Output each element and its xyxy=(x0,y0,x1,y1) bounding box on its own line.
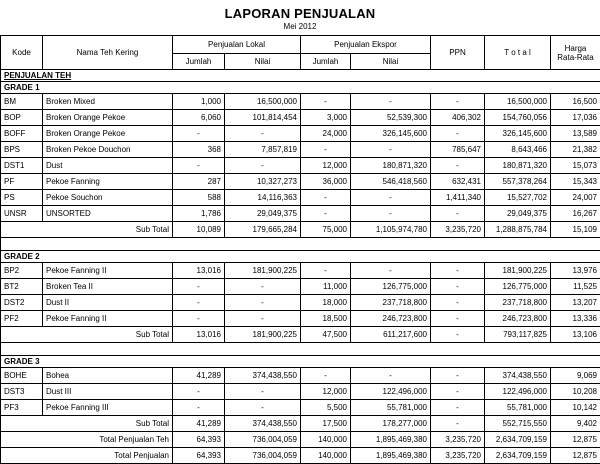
cell-jumlah-lokal: - xyxy=(173,311,225,327)
cell-nama: Dust III xyxy=(43,384,173,400)
subtotal-harga-rata-rata: 13,106 xyxy=(551,327,600,343)
cell-kode: DST3 xyxy=(1,384,43,400)
cell-ppn: - xyxy=(431,311,485,327)
header-total: T o t a l xyxy=(485,36,551,70)
header-ppn: PPN xyxy=(431,36,485,70)
header-jumlah-lokal: Jumlah xyxy=(173,54,225,70)
grand-total-jumlah-ekspor: 140,000 xyxy=(301,448,351,464)
cell-jumlah-lokal: - xyxy=(173,158,225,174)
table-row xyxy=(1,206,600,222)
grand-total-total: 2,634,709,159 xyxy=(485,432,551,448)
cell-nilai-lokal: 181,900,225 xyxy=(225,263,301,279)
table-body xyxy=(1,36,600,464)
grand-total-jumlah-ekspor: 140,000 xyxy=(301,432,351,448)
subtotal-ppn: - xyxy=(431,416,485,432)
subtotal-jumlah-ekspor: 47,500 xyxy=(301,327,351,343)
spacer-cell xyxy=(1,238,600,251)
cell-jumlah-ekspor: - xyxy=(301,190,351,206)
cell-nilai-ekspor: - xyxy=(351,263,431,279)
grand-total-label: Total Penjualan xyxy=(1,448,173,464)
grand-total-harga-rata-rata: 12,875 xyxy=(551,448,600,464)
cell-nilai-lokal: - xyxy=(225,295,301,311)
cell-harga-rata-rata: 9,069 xyxy=(551,368,600,384)
table-row xyxy=(1,94,600,110)
cell-kode: BOHE xyxy=(1,368,43,384)
cell-nilai-ekspor: 55,781,000 xyxy=(351,400,431,416)
cell-nilai-ekspor: - xyxy=(351,190,431,206)
cell-nilai-lokal: - xyxy=(225,400,301,416)
cell-kode: BOP xyxy=(1,110,43,126)
cell-kode: BM xyxy=(1,94,43,110)
cell-jumlah-ekspor: 3,000 xyxy=(301,110,351,126)
cell-kode: PF3 xyxy=(1,400,43,416)
cell-jumlah-ekspor: - xyxy=(301,94,351,110)
cell-ppn: - xyxy=(431,368,485,384)
subtotal-harga-rata-rata: 15,109 xyxy=(551,222,600,238)
subtotal-jumlah-ekspor: 75,000 xyxy=(301,222,351,238)
grand-total-ppn: 3,235,720 xyxy=(431,432,485,448)
table-row xyxy=(1,279,600,295)
cell-nilai-lokal: 374,438,550 xyxy=(225,368,301,384)
subtotal-nilai-lokal: 179,665,284 xyxy=(225,222,301,238)
cell-kode: PS xyxy=(1,190,43,206)
cell-jumlah-lokal: 41,289 xyxy=(173,368,225,384)
cell-nilai-lokal: - xyxy=(225,311,301,327)
grand-total-jumlah-lokal: 64,393 xyxy=(173,448,225,464)
subtotal-row xyxy=(1,222,600,238)
table-row xyxy=(1,190,600,206)
cell-ppn: - xyxy=(431,384,485,400)
cell-jumlah-lokal: 1,000 xyxy=(173,94,225,110)
cell-harga-rata-rata: 10,142 xyxy=(551,400,600,416)
cell-jumlah-lokal: 6,060 xyxy=(173,110,225,126)
cell-nilai-ekspor: 246,723,800 xyxy=(351,311,431,327)
sales-report-table xyxy=(0,35,600,464)
cell-total: 237,718,800 xyxy=(485,295,551,311)
cell-harga-rata-rata: 13,589 xyxy=(551,126,600,142)
table-row xyxy=(1,110,600,126)
cell-nilai-ekspor: 180,871,320 xyxy=(351,158,431,174)
cell-harga-rata-rata: 16,500 xyxy=(551,94,600,110)
cell-ppn: 406,302 xyxy=(431,110,485,126)
cell-nilai-lokal: 14,116,363 xyxy=(225,190,301,206)
table-header-row xyxy=(1,36,600,54)
cell-harga-rata-rata: 21,382 xyxy=(551,142,600,158)
cell-ppn: - xyxy=(431,206,485,222)
cell-total: 16,500,000 xyxy=(485,94,551,110)
cell-nilai-lokal: - xyxy=(225,126,301,142)
cell-nilai-lokal: - xyxy=(225,279,301,295)
subtotal-total: 793,117,825 xyxy=(485,327,551,343)
cell-jumlah-lokal: 1,786 xyxy=(173,206,225,222)
report-page xyxy=(0,6,600,459)
cell-nilai-ekspor: - xyxy=(351,142,431,158)
cell-ppn: - xyxy=(431,263,485,279)
cell-total: 126,775,000 xyxy=(485,279,551,295)
grand-total-nilai-lokal: 736,004,059 xyxy=(225,432,301,448)
cell-harga-rata-rata: 13,336 xyxy=(551,311,600,327)
cell-nama: Broken Pekoe Douchon xyxy=(43,142,173,158)
cell-jumlah-ekspor: - xyxy=(301,142,351,158)
grand-total-row xyxy=(1,432,600,448)
subtotal-nilai-lokal: 181,900,225 xyxy=(225,327,301,343)
grade-label-row xyxy=(1,251,600,263)
subtotal-total: 552,715,550 xyxy=(485,416,551,432)
section-title-row xyxy=(1,70,600,82)
table-row xyxy=(1,311,600,327)
cell-nama: Pekoe Souchon xyxy=(43,190,173,206)
cell-harga-rata-rata: 17,036 xyxy=(551,110,600,126)
cell-ppn: - xyxy=(431,158,485,174)
header-harga-rata-rata xyxy=(551,36,600,70)
grade-label-row xyxy=(1,356,600,368)
cell-jumlah-lokal: 588 xyxy=(173,190,225,206)
cell-nama: UNSORTED xyxy=(43,206,173,222)
subtotal-jumlah-lokal: 13,016 xyxy=(173,327,225,343)
table-row xyxy=(1,368,600,384)
spacer-row xyxy=(1,343,600,356)
subtotal-nilai-ekspor: 1,105,974,780 xyxy=(351,222,431,238)
table-row xyxy=(1,158,600,174)
subtotal-ppn: 3,235,720 xyxy=(431,222,485,238)
cell-jumlah-lokal: 13,016 xyxy=(173,263,225,279)
cell-ppn: - xyxy=(431,126,485,142)
subtotal-row xyxy=(1,327,600,343)
cell-total: 180,871,320 xyxy=(485,158,551,174)
cell-kode: BP2 xyxy=(1,263,43,279)
cell-kode: UNSR xyxy=(1,206,43,222)
table-row xyxy=(1,142,600,158)
spacer-cell xyxy=(1,343,600,356)
cell-jumlah-lokal: - xyxy=(173,126,225,142)
cell-nama: Broken Mixed xyxy=(43,94,173,110)
report-title: LAPORAN PENJUALAN xyxy=(0,6,600,21)
cell-nilai-lokal: 10,327,273 xyxy=(225,174,301,190)
cell-nilai-ekspor: - xyxy=(351,94,431,110)
cell-jumlah-ekspor: 18,500 xyxy=(301,311,351,327)
cell-ppn: 1,411,340 xyxy=(431,190,485,206)
cell-nama: Pekoe Fanning II xyxy=(43,311,173,327)
grade-label: GRADE 2 xyxy=(1,251,600,263)
subtotal-jumlah-lokal: 41,289 xyxy=(173,416,225,432)
cell-harga-rata-rata: 13,976 xyxy=(551,263,600,279)
cell-ppn: 632,431 xyxy=(431,174,485,190)
cell-jumlah-lokal: - xyxy=(173,384,225,400)
cell-jumlah-ekspor: 11,000 xyxy=(301,279,351,295)
header-jumlah-ekspor: Jumlah xyxy=(301,54,351,70)
cell-ppn: - xyxy=(431,94,485,110)
spacer-row xyxy=(1,238,600,251)
cell-nilai-ekspor: 122,496,000 xyxy=(351,384,431,400)
cell-kode: BT2 xyxy=(1,279,43,295)
cell-jumlah-ekspor: 36,000 xyxy=(301,174,351,190)
cell-harga-rata-rata: 15,073 xyxy=(551,158,600,174)
cell-total: 154,760,056 xyxy=(485,110,551,126)
cell-jumlah-ekspor: 5,500 xyxy=(301,400,351,416)
cell-nama: Dust II xyxy=(43,295,173,311)
grand-total-ppn: 3,235,720 xyxy=(431,448,485,464)
grand-total-nilai-lokal: 736,004,059 xyxy=(225,448,301,464)
section-title: PENJUALAN TEH xyxy=(1,70,600,82)
table-row xyxy=(1,126,600,142)
subtotal-row xyxy=(1,416,600,432)
cell-jumlah-lokal: 287 xyxy=(173,174,225,190)
subtotal-harga-rata-rata: 9,402 xyxy=(551,416,600,432)
cell-jumlah-lokal: 368 xyxy=(173,142,225,158)
grand-total-nilai-ekspor: 1,895,469,380 xyxy=(351,432,431,448)
cell-nama: Broken Orange Pekoe xyxy=(43,110,173,126)
grand-total-total: 2,634,709,159 xyxy=(485,448,551,464)
subtotal-jumlah-ekspor: 17,500 xyxy=(301,416,351,432)
cell-total: 557,378,264 xyxy=(485,174,551,190)
grand-total-nilai-ekspor: 1,895,469,380 xyxy=(351,448,431,464)
cell-nilai-ekspor: 546,418,560 xyxy=(351,174,431,190)
cell-nilai-ekspor: - xyxy=(351,206,431,222)
grand-total-harga-rata-rata: 12,875 xyxy=(551,432,600,448)
header-penjualan-lokal: Penjualan Lokal xyxy=(173,36,301,54)
cell-total: 8,643,466 xyxy=(485,142,551,158)
cell-jumlah-lokal: - xyxy=(173,279,225,295)
cell-total: 29,049,375 xyxy=(485,206,551,222)
subtotal-jumlah-lokal: 10,089 xyxy=(173,222,225,238)
cell-harga-rata-rata: 24,007 xyxy=(551,190,600,206)
cell-harga-rata-rata: 10,208 xyxy=(551,384,600,400)
cell-nilai-lokal: 101,814,454 xyxy=(225,110,301,126)
subtotal-nilai-lokal: 374,438,550 xyxy=(225,416,301,432)
cell-jumlah-ekspor: 18,000 xyxy=(301,295,351,311)
cell-nilai-lokal: - xyxy=(225,384,301,400)
cell-nilai-ekspor: 126,775,000 xyxy=(351,279,431,295)
header-nama: Nama Teh Kering xyxy=(43,36,173,70)
cell-kode: BPS xyxy=(1,142,43,158)
grand-total-label: Total Penjualan Teh xyxy=(1,432,173,448)
grand-total-row xyxy=(1,448,600,464)
grade-label-row xyxy=(1,82,600,94)
header-kode: Kode xyxy=(1,36,43,70)
cell-nama: Broken Tea II xyxy=(43,279,173,295)
cell-jumlah-ekspor: - xyxy=(301,368,351,384)
cell-jumlah-ekspor: - xyxy=(301,263,351,279)
header-harga-line2: Rata-Rata xyxy=(554,53,597,62)
cell-harga-rata-rata: 13,207 xyxy=(551,295,600,311)
header-nilai-ekspor: Nilai xyxy=(351,54,431,70)
cell-jumlah-ekspor: - xyxy=(301,206,351,222)
cell-harga-rata-rata: 11,525 xyxy=(551,279,600,295)
table-row xyxy=(1,263,600,279)
header-harga-line1: Harga xyxy=(554,44,597,53)
cell-jumlah-lokal: - xyxy=(173,295,225,311)
cell-nilai-lokal: 29,049,375 xyxy=(225,206,301,222)
cell-ppn: - xyxy=(431,279,485,295)
table-row xyxy=(1,384,600,400)
cell-kode: DST2 xyxy=(1,295,43,311)
cell-ppn: - xyxy=(431,295,485,311)
cell-total: 122,496,000 xyxy=(485,384,551,400)
cell-nilai-lokal: 7,857,819 xyxy=(225,142,301,158)
cell-jumlah-lokal: - xyxy=(173,400,225,416)
cell-total: 374,438,550 xyxy=(485,368,551,384)
cell-ppn: - xyxy=(431,400,485,416)
cell-nilai-ekspor: 237,718,800 xyxy=(351,295,431,311)
grade-label: GRADE 1 xyxy=(1,82,600,94)
cell-kode: PF2 xyxy=(1,311,43,327)
cell-nama: Dust xyxy=(43,158,173,174)
subtotal-ppn: - xyxy=(431,327,485,343)
cell-nilai-ekspor: - xyxy=(351,368,431,384)
table-row xyxy=(1,174,600,190)
cell-total: 55,781,000 xyxy=(485,400,551,416)
report-subtitle: Mei 2012 xyxy=(0,22,600,31)
cell-jumlah-ekspor: 12,000 xyxy=(301,384,351,400)
subtotal-label: Sub Total xyxy=(1,416,173,432)
cell-kode: DST1 xyxy=(1,158,43,174)
cell-nama: Bohea xyxy=(43,368,173,384)
cell-kode: PF xyxy=(1,174,43,190)
cell-total: 326,145,600 xyxy=(485,126,551,142)
cell-total: 181,900,225 xyxy=(485,263,551,279)
table-row xyxy=(1,295,600,311)
cell-total: 246,723,800 xyxy=(485,311,551,327)
subtotal-nilai-ekspor: 178,277,000 xyxy=(351,416,431,432)
table-row xyxy=(1,400,600,416)
grade-label: GRADE 3 xyxy=(1,356,600,368)
subtotal-label: Sub Total xyxy=(1,327,173,343)
cell-nama: Pekoe Fanning II xyxy=(43,263,173,279)
cell-nama: Broken Orange Pekoe xyxy=(43,126,173,142)
cell-harga-rata-rata: 16,267 xyxy=(551,206,600,222)
subtotal-nilai-ekspor: 611,217,600 xyxy=(351,327,431,343)
grand-total-jumlah-lokal: 64,393 xyxy=(173,432,225,448)
cell-nilai-ekspor: 326,145,600 xyxy=(351,126,431,142)
cell-nilai-ekspor: 52,539,300 xyxy=(351,110,431,126)
cell-nilai-lokal: - xyxy=(225,158,301,174)
cell-total: 15,527,702 xyxy=(485,190,551,206)
subtotal-label: Sub Total xyxy=(1,222,173,238)
cell-nama: Pekoe Fanning xyxy=(43,174,173,190)
cell-harga-rata-rata: 15,343 xyxy=(551,174,600,190)
cell-ppn: 785,647 xyxy=(431,142,485,158)
cell-nama: Pekoe Fanning III xyxy=(43,400,173,416)
header-nilai-lokal: Nilai xyxy=(225,54,301,70)
subtotal-total: 1,288,875,784 xyxy=(485,222,551,238)
cell-nilai-lokal: 16,500,000 xyxy=(225,94,301,110)
cell-kode: BOFF xyxy=(1,126,43,142)
cell-jumlah-ekspor: 12,000 xyxy=(301,158,351,174)
header-penjualan-ekspor: Penjualan Ekspor xyxy=(301,36,431,54)
cell-jumlah-ekspor: 24,000 xyxy=(301,126,351,142)
